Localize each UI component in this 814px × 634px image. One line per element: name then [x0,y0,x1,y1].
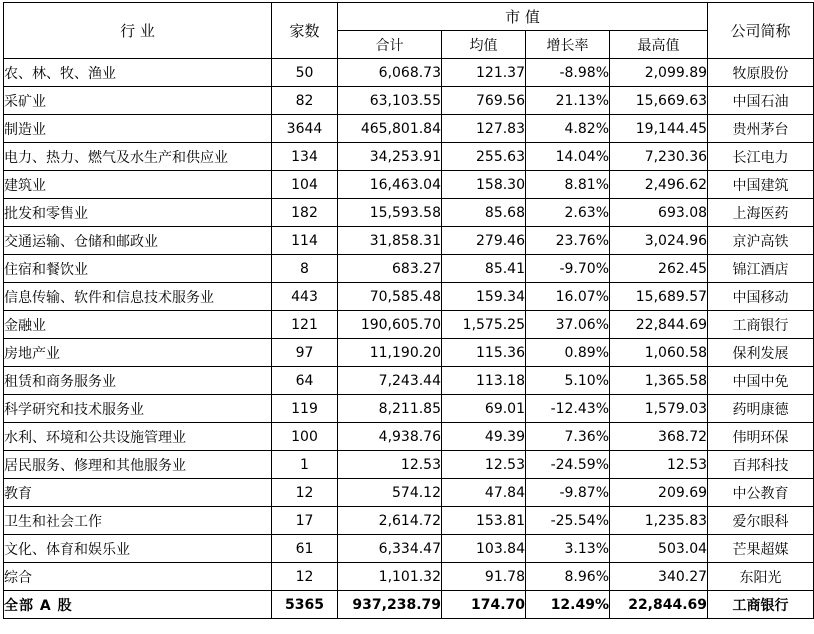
cell-total: 574.12 [338,479,442,507]
cell-count: 64 [272,367,338,395]
cell-industry: 居民服务、修理和其他服务业 [4,451,272,479]
cell-total: 63,103.55 [338,87,442,115]
cell-company: 贵州茅台 [708,115,814,143]
cell-industry: 综合 [4,563,272,591]
cell-company: 芒果超媒 [708,535,814,563]
cell-max: 15,689.57 [610,283,708,311]
total-cell-growth: 12.49% [526,591,610,619]
cell-count: 443 [272,283,338,311]
table-row [4,171,814,199]
cell-industry: 租赁和商务服务业 [4,367,272,395]
column-header-company: 公司简称 [708,3,814,59]
table-header-row-1 [4,3,814,31]
cell-max: 209.69 [610,479,708,507]
cell-max: 15,669.63 [610,87,708,115]
cell-company: 药明康德 [708,395,814,423]
cell-industry: 水利、环境和公共设施管理业 [4,423,272,451]
table-row [4,367,814,395]
cell-total: 6,068.73 [338,59,442,87]
cell-average: 103.84 [442,535,526,563]
cell-count: 61 [272,535,338,563]
industry-market-value-table [3,2,814,619]
cell-company: 爱尔眼科 [708,507,814,535]
table-row [4,339,814,367]
cell-industry: 批发和零售业 [4,199,272,227]
cell-company: 百邦科技 [708,451,814,479]
cell-total: 8,211.85 [338,395,442,423]
table-row [4,283,814,311]
cell-growth: -9.70% [526,255,610,283]
cell-industry: 信息传输、软件和信息技术服务业 [4,283,272,311]
total-cell-total: 937,238.79 [338,591,442,619]
cell-growth: 7.36% [526,423,610,451]
cell-growth: 37.06% [526,311,610,339]
cell-max: 693.08 [610,199,708,227]
cell-industry: 电力、热力、燃气及水生产和供应业 [4,143,272,171]
cell-average: 91.78 [442,563,526,591]
table-row [4,311,814,339]
cell-average: 49.39 [442,423,526,451]
table-row [4,115,814,143]
cell-company: 牧原股份 [708,59,814,87]
cell-company: 中国中免 [708,367,814,395]
cell-max: 503.04 [610,535,708,563]
table-row [4,143,814,171]
cell-average: 279.46 [442,227,526,255]
table-row [4,507,814,535]
column-header-total: 合计 [338,31,442,59]
cell-average: 158.30 [442,171,526,199]
cell-company: 东阳光 [708,563,814,591]
cell-count: 100 [272,423,338,451]
cell-max: 19,144.45 [610,115,708,143]
cell-total: 70,585.48 [338,283,442,311]
table-row [4,87,814,115]
cell-max: 12.53 [610,451,708,479]
cell-count: 82 [272,87,338,115]
cell-company: 伟明环保 [708,423,814,451]
cell-average: 127.83 [442,115,526,143]
cell-average: 153.81 [442,507,526,535]
total-cell-average: 174.70 [442,591,526,619]
cell-average: 121.37 [442,59,526,87]
cell-industry: 住宿和餐饮业 [4,255,272,283]
column-header-market-value-group: 市 值 [338,3,708,31]
cell-company: 长江电力 [708,143,814,171]
cell-growth: 21.13% [526,87,610,115]
cell-total: 190,605.70 [338,311,442,339]
cell-average: 1,575.25 [442,311,526,339]
cell-industry: 农、林、牧、渔业 [4,59,272,87]
column-header-average: 均值 [442,31,526,59]
cell-growth: 2.63% [526,199,610,227]
total-cell-count: 5365 [272,591,338,619]
cell-industry: 卫生和社会工作 [4,507,272,535]
cell-average: 769.56 [442,87,526,115]
cell-company: 锦江酒店 [708,255,814,283]
cell-max: 2,099.89 [610,59,708,87]
cell-industry: 采矿业 [4,87,272,115]
table-row [4,479,814,507]
cell-growth: 8.81% [526,171,610,199]
table-header [4,3,814,59]
cell-average: 69.01 [442,395,526,423]
column-header-count: 家数 [272,3,338,59]
cell-count: 134 [272,143,338,171]
cell-max: 1,365.58 [610,367,708,395]
cell-industry: 制造业 [4,115,272,143]
cell-count: 182 [272,199,338,227]
table-body [4,59,814,619]
cell-total: 31,858.31 [338,227,442,255]
cell-max: 340.27 [610,563,708,591]
cell-max: 1,579.03 [610,395,708,423]
cell-growth: -25.54% [526,507,610,535]
table-row [4,423,814,451]
cell-average: 85.68 [442,199,526,227]
cell-count: 17 [272,507,338,535]
cell-max: 22,844.69 [610,311,708,339]
cell-max: 2,496.62 [610,171,708,199]
cell-average: 12.53 [442,451,526,479]
cell-industry: 金融业 [4,311,272,339]
cell-company: 工商银行 [708,311,814,339]
cell-total: 683.27 [338,255,442,283]
cell-total: 34,253.91 [338,143,442,171]
cell-growth: 14.04% [526,143,610,171]
table-row [4,59,814,87]
cell-max: 3,024.96 [610,227,708,255]
cell-growth: 23.76% [526,227,610,255]
table-total-row [4,591,814,619]
cell-growth: -24.59% [526,451,610,479]
cell-industry: 科学研究和技术服务业 [4,395,272,423]
table-row [4,227,814,255]
cell-company: 京沪高铁 [708,227,814,255]
cell-total: 1,101.32 [338,563,442,591]
cell-average: 159.34 [442,283,526,311]
table-row [4,451,814,479]
cell-count: 3644 [272,115,338,143]
cell-total: 16,463.04 [338,171,442,199]
total-cell-company: 工商银行 [708,591,814,619]
cell-company: 中国移动 [708,283,814,311]
cell-company: 中国建筑 [708,171,814,199]
cell-total: 4,938.76 [338,423,442,451]
cell-growth: 4.82% [526,115,610,143]
cell-max: 1,235.83 [610,507,708,535]
cell-industry: 房地产业 [4,339,272,367]
cell-total: 12.53 [338,451,442,479]
total-cell-max: 22,844.69 [610,591,708,619]
cell-total: 465,801.84 [338,115,442,143]
table-row [4,535,814,563]
column-header-industry: 行 业 [4,3,272,59]
cell-company: 上海医药 [708,199,814,227]
cell-total: 2,614.72 [338,507,442,535]
cell-total: 15,593.58 [338,199,442,227]
cell-count: 104 [272,171,338,199]
cell-count: 97 [272,339,338,367]
cell-average: 255.63 [442,143,526,171]
cell-company: 保利发展 [708,339,814,367]
cell-average: 47.84 [442,479,526,507]
cell-total: 7,243.44 [338,367,442,395]
cell-count: 1 [272,451,338,479]
column-header-max: 最高值 [610,31,708,59]
cell-company: 中国石油 [708,87,814,115]
cell-average: 115.36 [442,339,526,367]
cell-max: 1,060.58 [610,339,708,367]
cell-industry: 交通运输、仓储和邮政业 [4,227,272,255]
cell-count: 50 [272,59,338,87]
cell-count: 8 [272,255,338,283]
cell-growth: 8.96% [526,563,610,591]
cell-count: 119 [272,395,338,423]
cell-growth: 5.10% [526,367,610,395]
cell-growth: -12.43% [526,395,610,423]
table-row [4,255,814,283]
column-header-growth: 增长率 [526,31,610,59]
cell-growth: 0.89% [526,339,610,367]
cell-count: 114 [272,227,338,255]
cell-max: 7,230.36 [610,143,708,171]
table-row [4,395,814,423]
cell-max: 262.45 [610,255,708,283]
cell-average: 113.18 [442,367,526,395]
cell-total: 6,334.47 [338,535,442,563]
cell-industry: 教育 [4,479,272,507]
total-cell-industry: 全部 A 股 [4,591,272,619]
cell-industry: 建筑业 [4,171,272,199]
cell-count: 121 [272,311,338,339]
table-row [4,199,814,227]
cell-industry: 文化、体育和娱乐业 [4,535,272,563]
cell-growth: -8.98% [526,59,610,87]
cell-total: 11,190.20 [338,339,442,367]
cell-average: 85.41 [442,255,526,283]
cell-count: 12 [272,479,338,507]
cell-max: 368.72 [610,423,708,451]
cell-growth: 16.07% [526,283,610,311]
cell-growth: 3.13% [526,535,610,563]
cell-company: 中公教育 [708,479,814,507]
cell-growth: -9.87% [526,479,610,507]
table-row [4,563,814,591]
cell-count: 12 [272,563,338,591]
